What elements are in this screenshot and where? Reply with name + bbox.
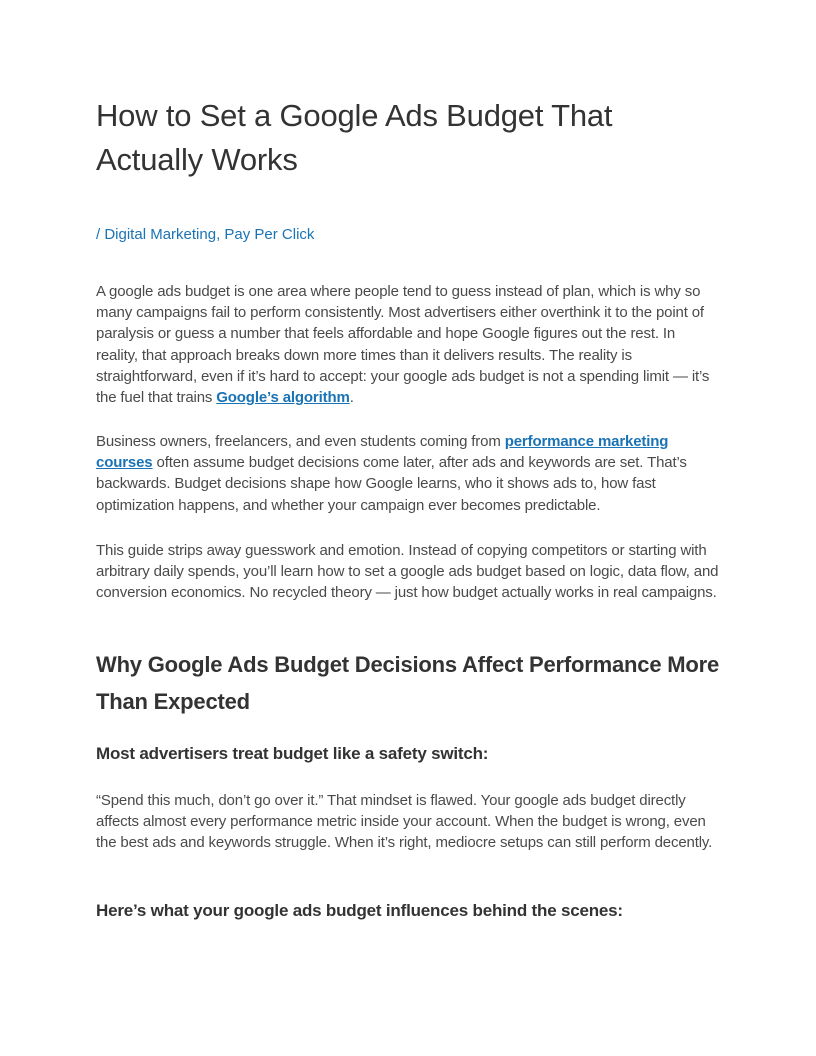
category-link-pay-per-click[interactable]: Pay Per Click — [224, 226, 315, 243]
para-2-text-start: Business owners, freelancers, and even students coming from — [96, 433, 505, 450]
intro-text: A google ads budget is one area where people tend to guess instead of plan, which is why so many campaigns fail to perform consistently. Most advertisers either overthink it to the point of paralysis or guess a number that feels affordable and hope Google figures out the rest. In reality, that approach breaks down more times than it delivers results. The reality is straightforward, even if it’s hard to accept: your google ads budget is not a spending limit — it’s the fuel that trains — [96, 283, 710, 407]
article-title: How to Set a Google Ads Budget That Actually Works — [96, 98, 613, 177]
subheading-safety-switch: Most advertisers treat budget like a safety switch: — [96, 744, 489, 763]
intro-text-end: . — [349, 389, 354, 407]
googles-algorithm-link[interactable]: Google’s algorithm — [216, 389, 350, 407]
section-heading: Why Google Ads Budget Decisions Affect Performance More Than Expected — [96, 652, 720, 714]
intro-paragraph — [96, 281, 720, 408]
body-paragraph-4: “Spend this much, don’t go over it.” That mindset is flawed. Your google ads budget directly affects almost every performance metric inside your account. When the budget is wrong, even the best ads and keywords struggle. When it’s right, mediocre setups can still perform decently. — [96, 792, 713, 852]
article-categories — [96, 225, 314, 245]
body-paragraph-2 — [96, 431, 720, 516]
performance-marketing-courses-link[interactable]: performance marketing courses — [96, 433, 669, 472]
category-link-digital-marketing[interactable]: Digital Marketing — [104, 226, 217, 243]
meta-prefix: / — [96, 226, 105, 243]
meta-separator: , — [216, 226, 225, 243]
body-paragraph-3: This guide strips away guesswork and emotion. Instead of copying competitors or starting with arbitrary daily spends, you’ll learn how to set a google ads budget based on logic, data flow, and conversion economics. No recycled theory — just how budget actually works in real campaigns. — [96, 542, 719, 602]
para-2-text-end: often assume budget decisions come later, after ads and keywords are set. That’s backwards. Budget decisions shape how Google learns, who it shows ads to, how fast optimization happens, and whether your campaign ever becomes predictable. — [96, 454, 687, 514]
subheading-influences: Here’s what your google ads budget influences behind the scenes: — [96, 901, 623, 920]
